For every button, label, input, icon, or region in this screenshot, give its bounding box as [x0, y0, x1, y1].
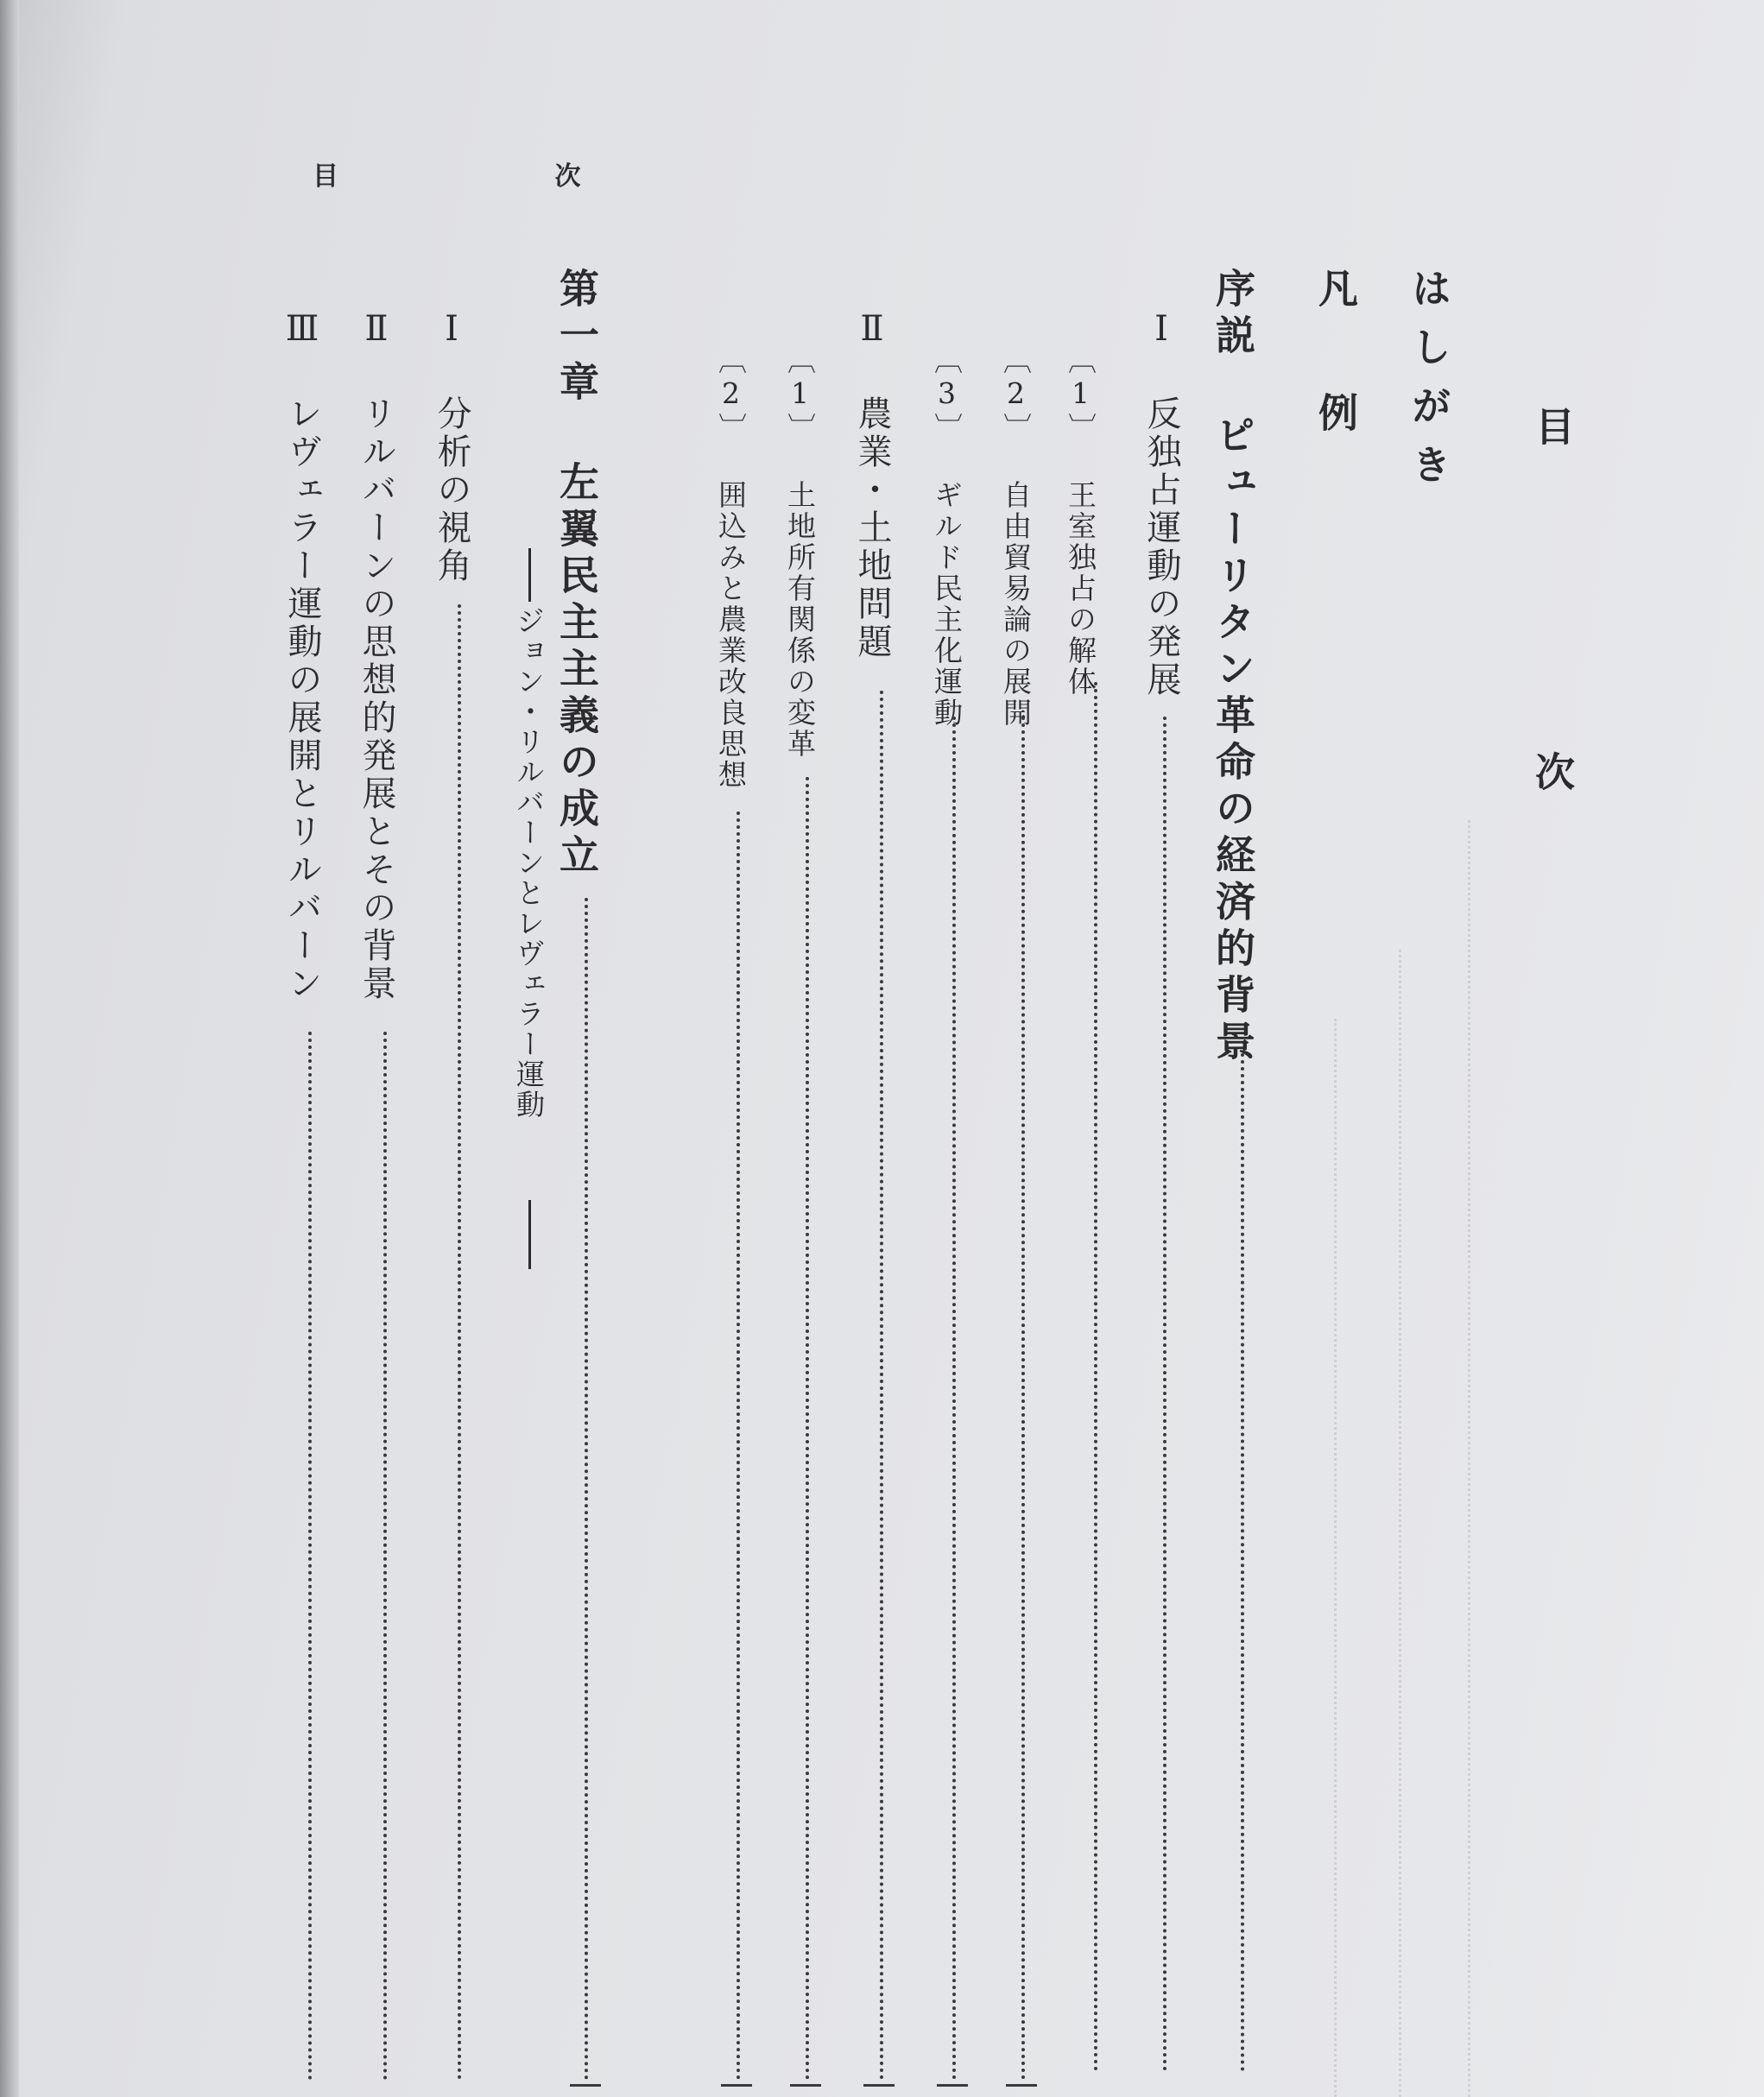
show-through-line	[1334, 1019, 1337, 2097]
subtitle-dash-trailing	[528, 1200, 531, 1269]
running-header: 目 次	[313, 161, 685, 192]
toc-entry-section-2-2[interactable]: 〔2〕 囲込みと農業改良思想	[714, 345, 748, 791]
show-through-line	[1468, 820, 1470, 2097]
leader-dots	[880, 691, 883, 2081]
toc-entry-chapter-1[interactable]: 第一章 左翼民主主義の成立	[553, 268, 600, 881]
page-number-mark	[1006, 2084, 1037, 2087]
toc-entry-section-2-1[interactable]: 〔1〕 土地所有関係の変革	[783, 345, 817, 760]
toc-entry-chapter-1-subtitle: ジョン・リルバーンとレヴェラー運動	[512, 606, 546, 1120]
toc-entry-section-1[interactable]: Ⅰ 反独占運動の発展	[1141, 309, 1181, 699]
page-number-mark	[937, 2084, 968, 2087]
leader-dots	[1021, 717, 1025, 2081]
toc-entry-section-1-2[interactable]: 〔2〕 自由貿易論の展開	[999, 345, 1033, 729]
toc-entry-chapter-1-section-1[interactable]: Ⅰ 分析の視角	[432, 309, 471, 585]
toc-entry-section-2[interactable]: Ⅱ 農業・土地問題	[852, 309, 892, 661]
toc-title: 目 次	[1529, 406, 1576, 920]
toc-entry-hanrei[interactable]: 凡 例	[1312, 268, 1359, 451]
leader-dots	[1094, 682, 1097, 2072]
leader-dots	[952, 717, 956, 2081]
leader-dots	[1163, 717, 1167, 2072]
page-number-mark	[721, 2084, 752, 2087]
show-through-line	[1399, 950, 1401, 2097]
toc-entry-chapter-1-section-3[interactable]: Ⅲ レヴェラー運動の展開とリルバーン	[282, 309, 322, 1003]
subtitle-dash-leading	[528, 548, 531, 602]
leader-dots	[308, 1032, 312, 2081]
toc-entry-section-1-1[interactable]: 〔1〕 王室独占の解体	[1064, 345, 1097, 698]
leader-dots	[1241, 1053, 1244, 2072]
leader-dots	[806, 777, 809, 2081]
page-number-mark	[863, 2084, 895, 2087]
leader-dots	[737, 812, 740, 2081]
page-number-mark	[790, 2084, 821, 2087]
page-edge-shadow	[0, 0, 19, 2097]
toc-entry-josetsu[interactable]: 序説 ピューリタン革命の経済的背景	[1210, 268, 1256, 1067]
toc-entry-hashigaki[interactable]: はしがき	[1406, 268, 1452, 502]
leader-dots	[383, 1032, 387, 2081]
toc-entry-chapter-1-section-2[interactable]: Ⅱ リルバーンの思想的発展とその背景	[357, 309, 396, 1003]
page-number-mark	[570, 2084, 601, 2087]
toc-entry-section-1-3[interactable]: 〔3〕 ギルド民主化運動	[930, 345, 964, 729]
leader-dots	[585, 898, 588, 2081]
leader-dots	[458, 604, 461, 2081]
